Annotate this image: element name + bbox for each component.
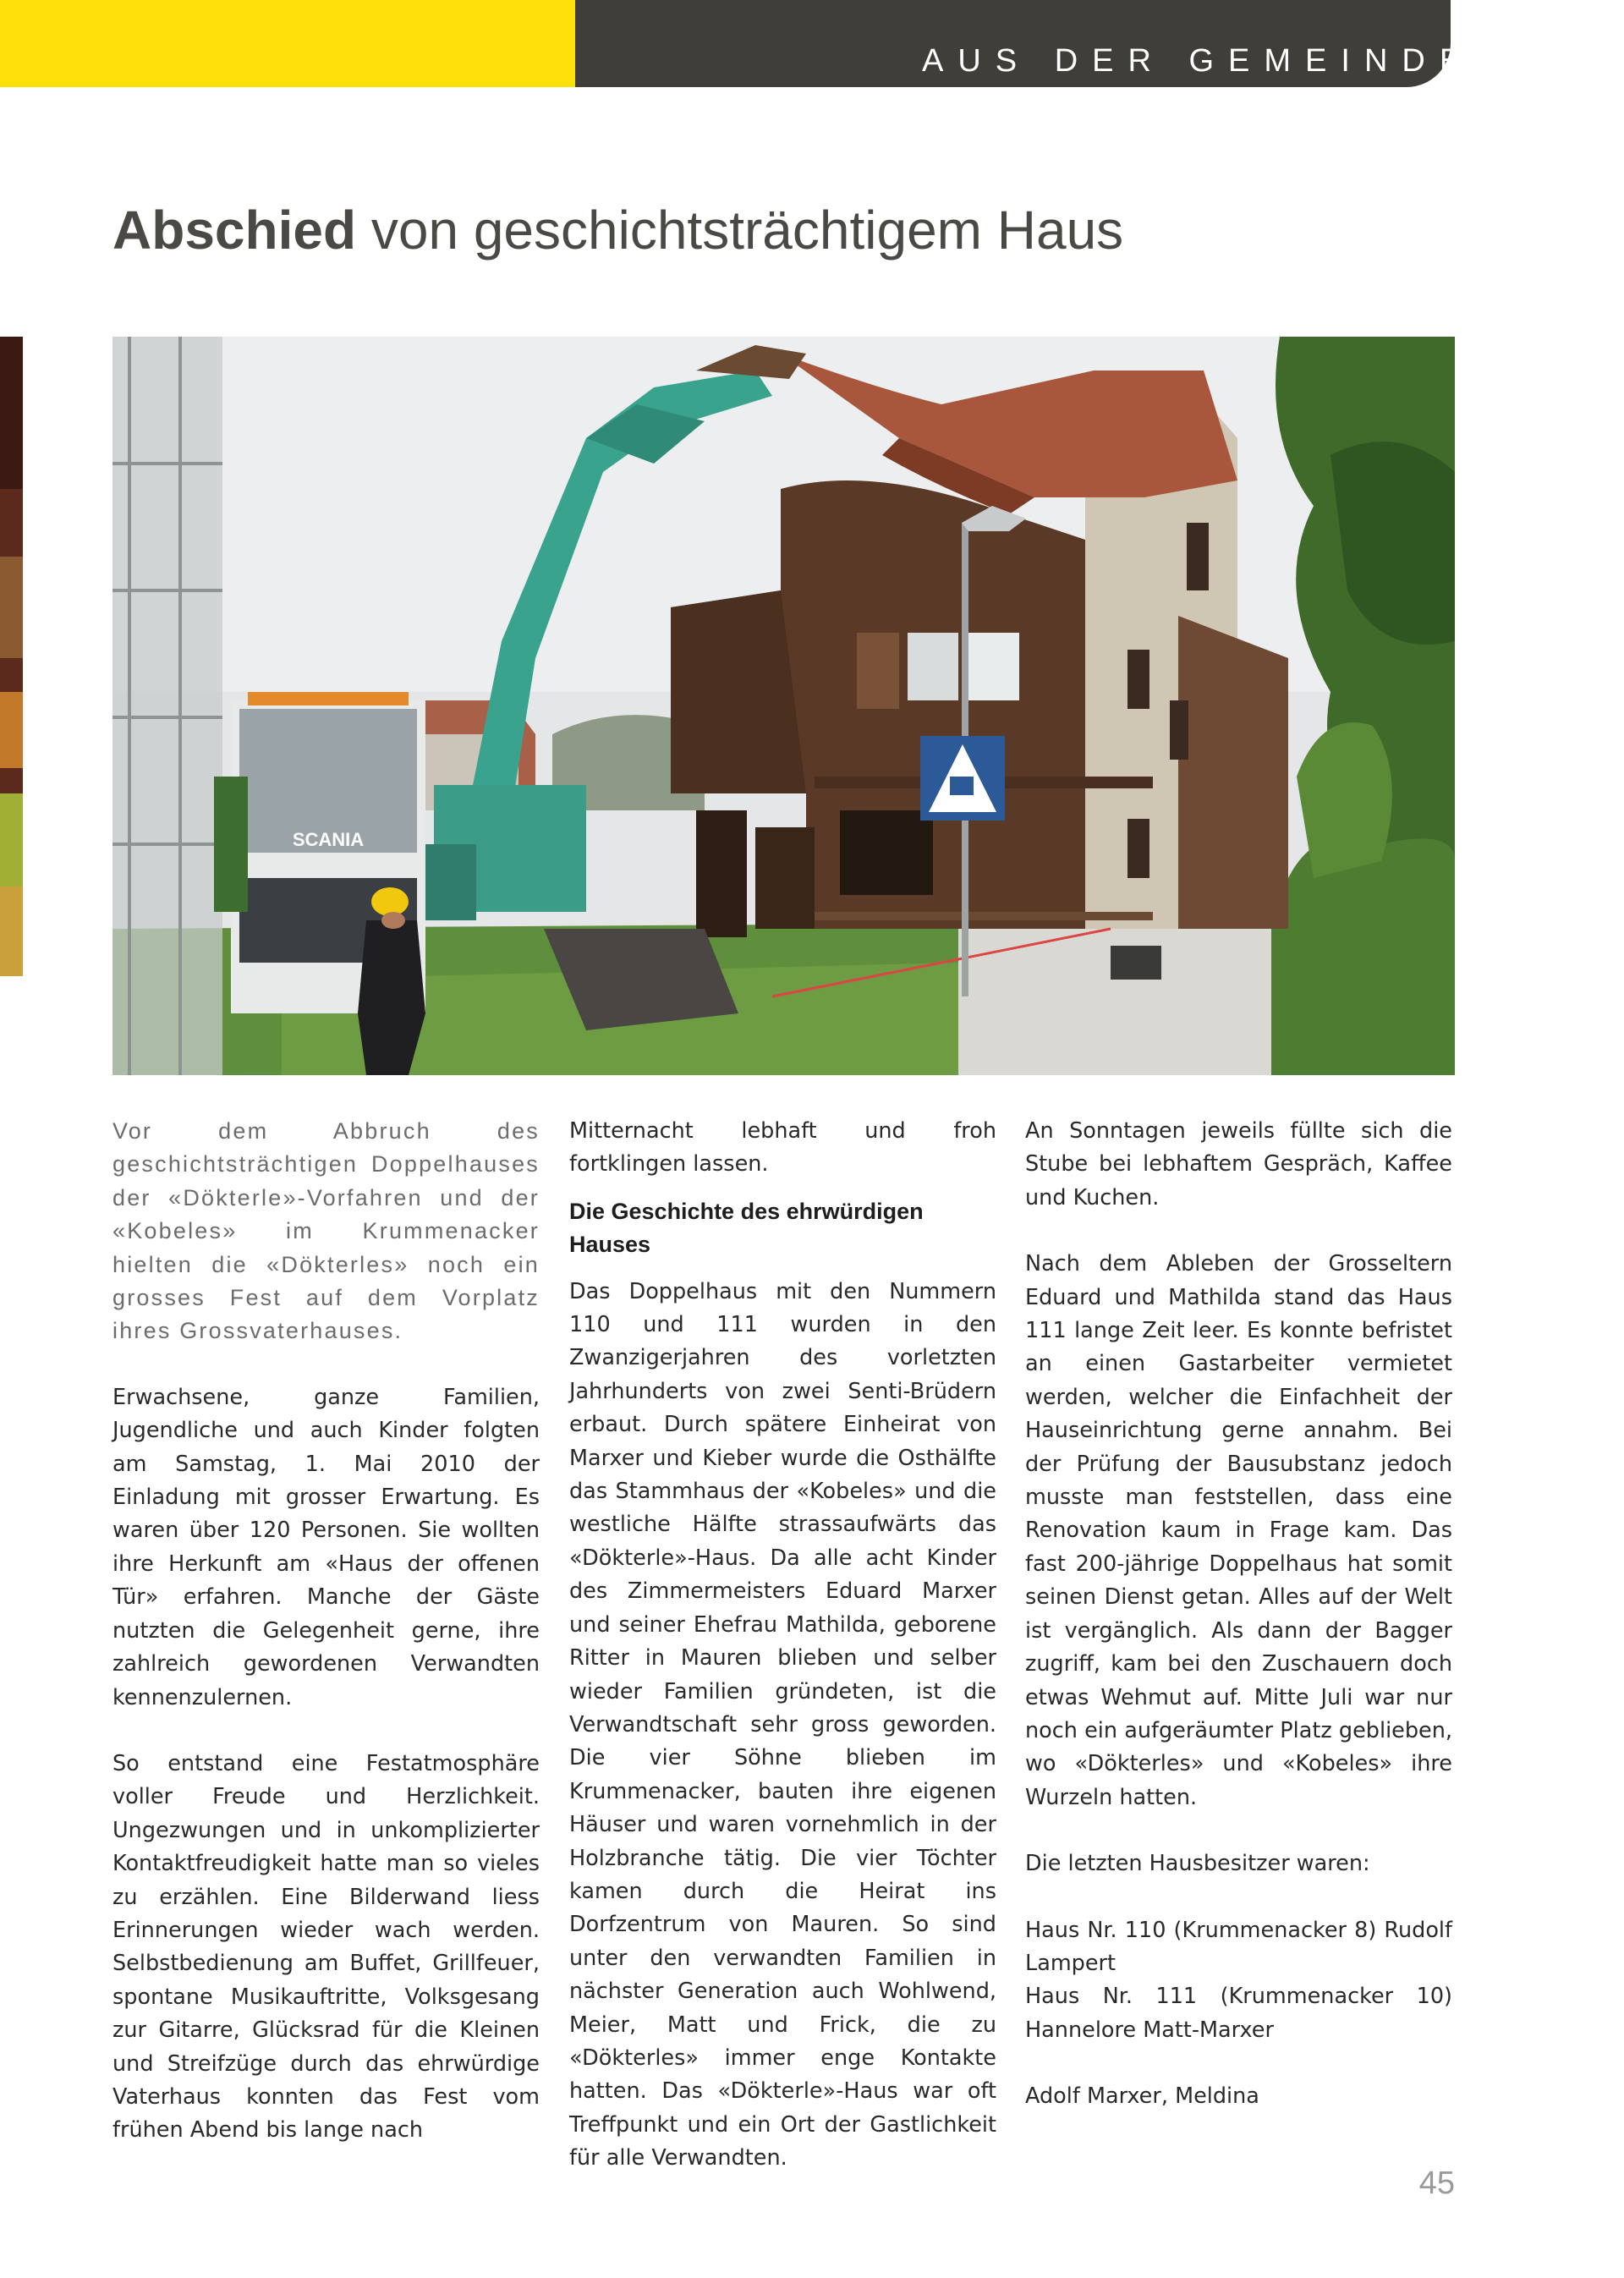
article-paragraph: Das Doppelhaus mit den Nummern 110 und 111 wurden in den Zwanzigerjahren des vorletzten Jahrhunderts von zwei Senti-Brüdern erbaut. Durch spätere Einheirat von Marxer und Kieber wurde die Osthälfte das Stammhaus der «Kobeles» und die westliche Hälfte strassaufwärts das «Dökterle»-Haus. Da alle acht Kinder des Zimmermeisters Eduard Marxer und seiner Ehefrau Mathilda, geborene Ritter in Mauren blieben und selber wieder Familien gründeten, ist die Verwandtschaft sehr gross geworden. Die vier Söhne blieben im Krummenacker, bauten ihre eigenen Häuser und waren vornehmlich in der Holzbranche tätig. Die vier Töchter kamen durch die Heirat ins Dorfzentrum von Mauren. So sind unter den verwandten Familien in nächster Generation auch Wohlwend, Meier, Matt und Frick, die zu «Dökterles» immer enge Kontakte hatten. Das «Dökterle»-Haus war oft Treffpunkt und ein Ort der Gastlichkeit für alle Verwandten. [569,1278,996,2171]
article-intro: Vor dem Abbruch des geschichtsträchtigen Doppelhauses der «Dökterle»-Vorfahren und der «Kobeles» im Krummenacker hielten die «Dökterles» noch ein grosses Fest auf dem Vorplatz ihres Grossvaterhauses. [112,1118,540,1344]
demolition-photo [112,337,1455,1075]
text-column-2 [569,1115,996,2176]
article-paragraph: An Sonntagen jeweils füllte sich die Stube bei lebhaftem Gespräch, Kaffee und Kuchen. [1025,1118,1452,1210]
article-title-bold: Abschied [112,200,357,261]
owners-label: Die letzten Hausbesitzer waren: [1025,1851,1370,1877]
owner-2: Haus Nr. 111 (Krummenacker 10) Hannelore Matt-Marxer [1025,1984,1452,2043]
article-paragraph: Mitternacht lebhaft und froh fortklingen lassen. [569,1118,996,1177]
author: Adolf Marxer, Meldina [1025,2083,1259,2110]
article-paragraph: Erwachsene, ganze Familien, Jugendliche und auch Kinder folgten am Samstag, 1. Mai 2010 der Einladung mit grosser Erwartung. Es waren über 120 Personen. Sie wollten ihre Herkunft am «Haus der offenen Tür» erfahren. Manche der Gäste nutzten die Gelegenheit gerne, ihre zahlreich gewordenen Verwandten kennenzulernen. [112,1384,540,1710]
article-title [112,196,1466,272]
article-paragraph: So entstand eine Festatmosphäre voller Freude und Herzlichkeit. Ungezwungen und in unkomplizierter Kontaktfreudigkeit hatte man so vieles zu erzählen. Eine Bilderwand liess Erinnerungen wieder wach werden. Selbstbedienung am Buffet, Grillfeuer, spontane Musikauftritte, Volksgesang zur Gitarre, Glücksrad für die Kleinen und Streifzüge durch das ehrwürdige Vaterhaus konnten das Fest vom frühen Abend bis lange nach [112,1750,540,2144]
truck-brand-label: SCANIA [292,829,365,850]
owner-1: Haus Nr. 110 (Krummenacker 8) Rudolf Lampert [1025,1917,1452,1976]
section-label: AUS DER GEMEINDE [922,43,1476,79]
header-accent-bar [0,0,575,87]
text-column-1 [112,1115,540,2148]
article-paragraph: Nach dem Ableben der Grosseltern Eduard und Mathilda stand das Haus 111 lange Zeit leer. Es konnte befristet an einen Gastarbeiter vermietet werden, welcher die Einfachheit der Hauseinrichtung gerne annahm. Bei der Prüfung der Bausubstanz jedoch musste man feststellen, dass eine Renovation kaum in Frage kam. Das fast 200-jährige Doppelhaus hat somit seinen Dienst getan. Alles auf der Welt ist vergänglich. Als dann der Bagger zugriff, kam bei den Zuschauern doch etwas Wehmut auf. Mitte Juli war nur noch ein aufgeräumter Platz geblieben, wo «Dökterles» und «Kobeles» ihre Wurzeln hatten. [1025,1251,1452,1810]
owner-entry [1025,1914,1452,2048]
article-subheading: Die Geschichte des ehrwürdigen Hauses [569,1198,924,1258]
adjacent-photo-sliver [0,337,23,976]
page-number: 45 [1418,2165,1455,2201]
article-title-rest: von geschichtsträchtigem Haus [356,200,1124,261]
text-column-3 [1025,1115,1452,2147]
